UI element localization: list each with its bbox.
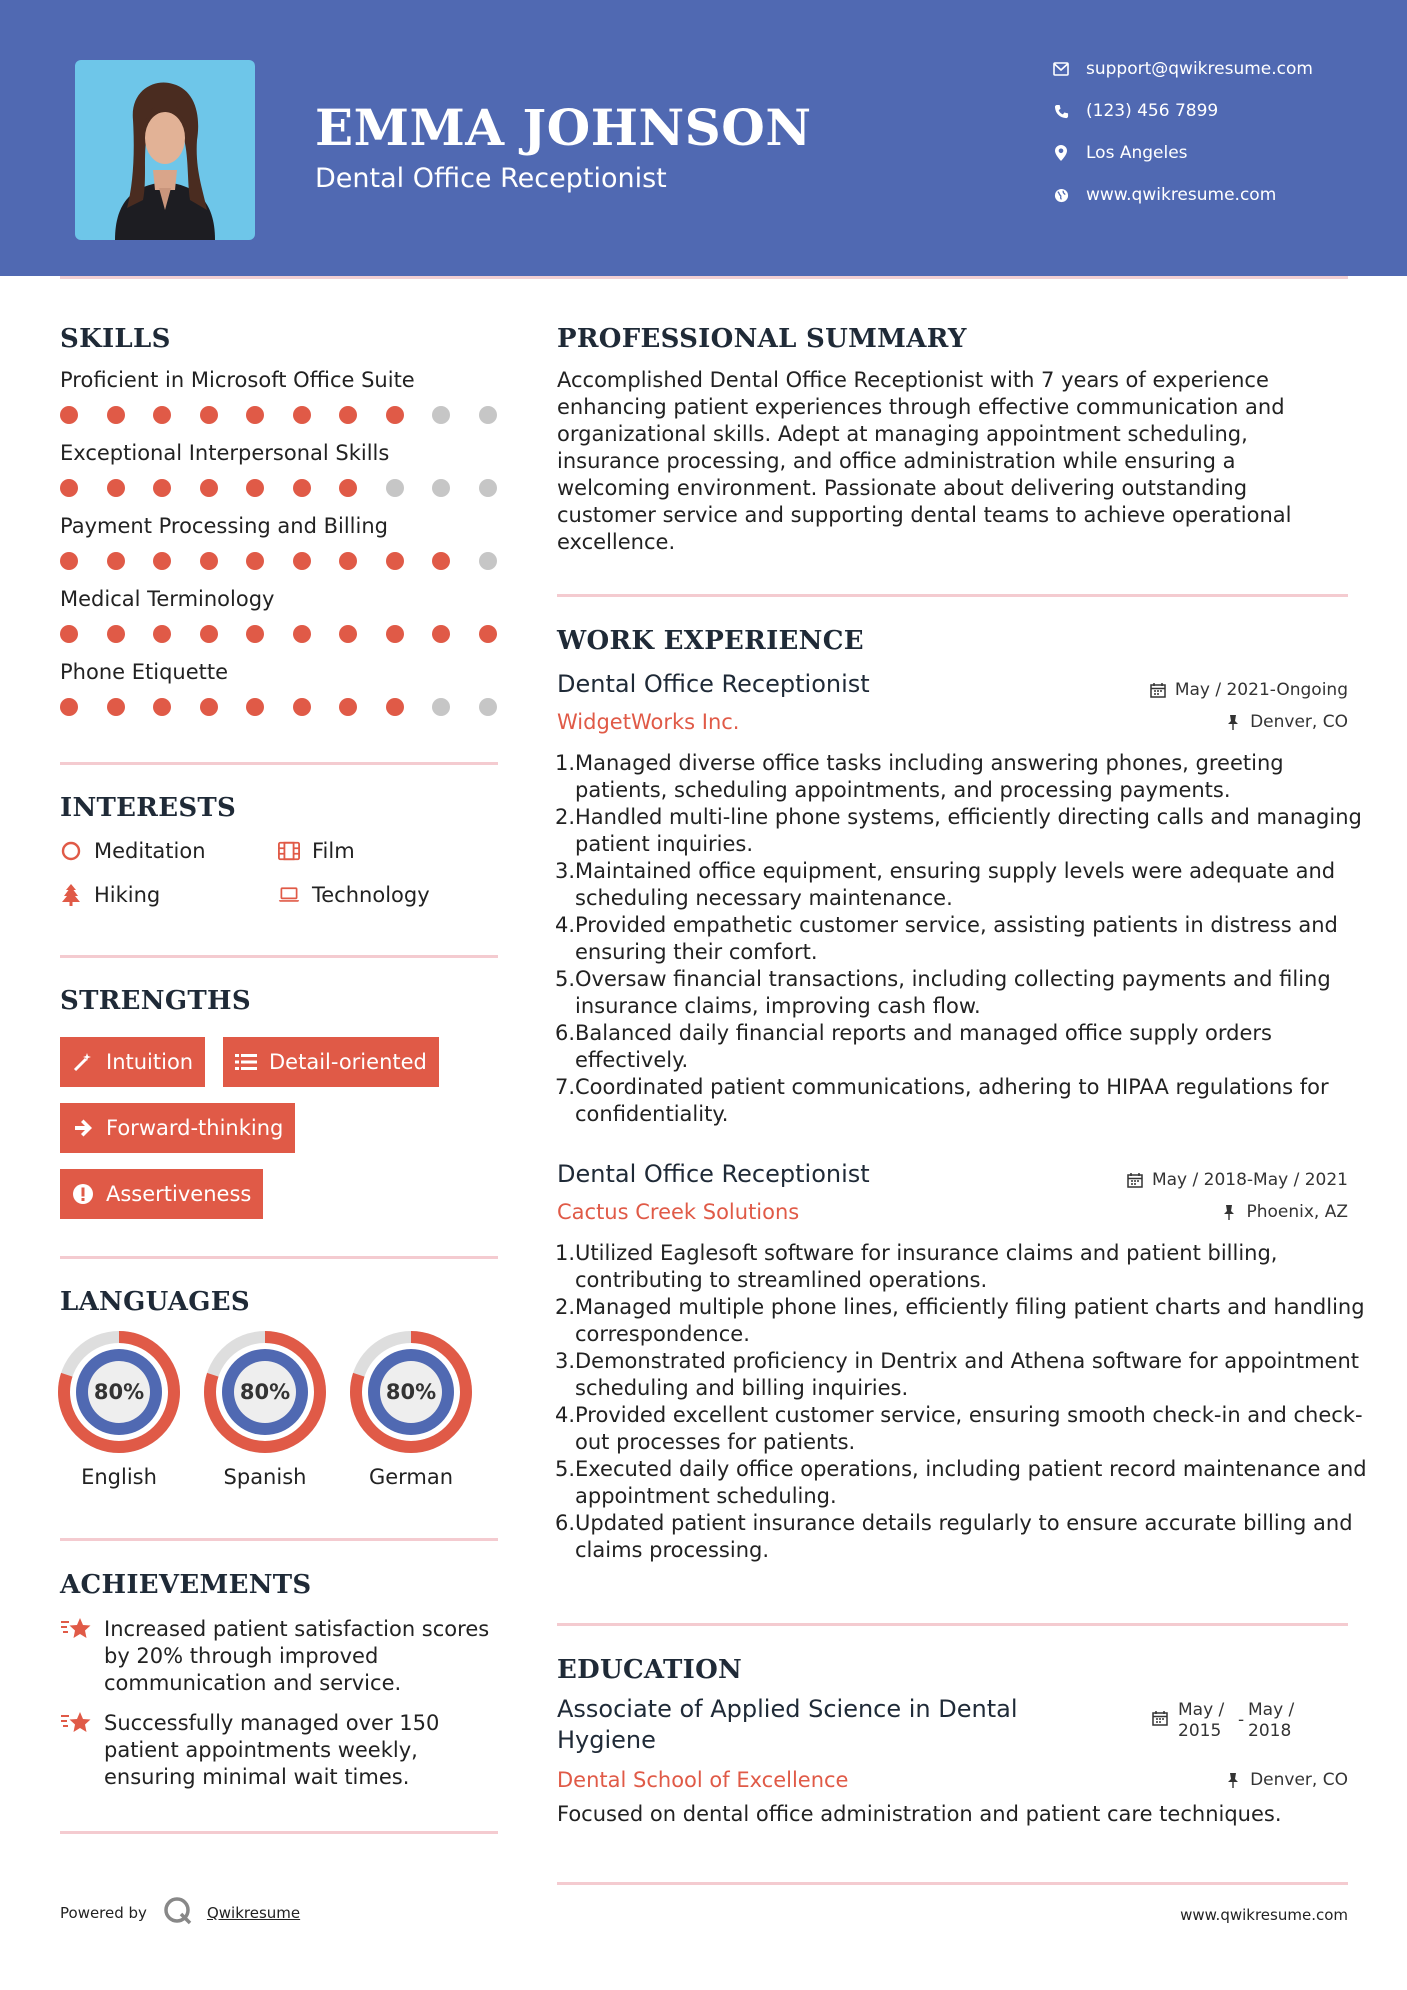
rating-dot-filled: [200, 406, 218, 424]
skill-name: Payment Processing and Billing: [60, 514, 388, 538]
skill-name: Exceptional Interpersonal Skills: [60, 441, 390, 465]
exclamation-icon: [72, 1183, 94, 1205]
bullet-item: [555, 1020, 1375, 1074]
list-icon: [235, 1051, 257, 1073]
qwikresume-logo-icon: [163, 1896, 193, 1930]
interest-technology: Technology: [278, 883, 430, 907]
rating-dot-filled: [200, 479, 218, 497]
job-title: Dental Office Receptionist: [557, 1160, 870, 1188]
rating-dot-empty: [479, 698, 497, 716]
bullet-text: Executed daily office operations, including patient record maintenance and appointment scheduling.: [575, 1457, 1367, 1508]
bullet-number: 2.: [555, 1295, 576, 1319]
rating-dot-filled: [60, 698, 78, 716]
rating-dot-empty: [479, 552, 497, 570]
rating-dot-filled: [479, 625, 497, 643]
location-text: Los Angeles: [1086, 143, 1188, 163]
email-text: support@qwikresume.com: [1086, 59, 1313, 79]
job-location: Phoenix, AZ: [1220, 1202, 1348, 1222]
rating-dot-filled: [293, 552, 311, 570]
language-ring: [350, 1331, 472, 1453]
tree-icon: [60, 884, 82, 906]
education-dates: [1152, 1700, 1308, 1742]
bullet-number: 3.: [555, 859, 576, 883]
language-name: German: [368, 1465, 454, 1489]
bullet-number: 4.: [555, 913, 576, 937]
calendar-icon: [1152, 1710, 1170, 1731]
job-title: Dental Office Receptionist: [557, 670, 870, 698]
divider: [557, 1623, 1348, 1626]
pushpin-icon: [1224, 1771, 1242, 1789]
rating-dot-filled: [293, 698, 311, 716]
rating-dot-filled: [107, 698, 125, 716]
bullet-text: Managed diverse office tasks including answering phones, greeting patients, scheduling appointments, and processing payments.: [575, 751, 1284, 802]
language-percent: 80%: [93, 1380, 145, 1404]
bullet-item: [555, 1456, 1375, 1510]
education-description: Focused on dental office administration and patient care techniques.: [557, 1802, 1282, 1826]
calendar-icon: [1149, 681, 1167, 699]
laptop-icon: [278, 884, 300, 906]
bullet-number: 3.: [555, 1349, 576, 1373]
rating-dot-filled: [386, 552, 404, 570]
job-bullets: [557, 750, 1375, 1128]
bullet-number: 1.: [555, 1241, 576, 1265]
contact-email[interactable]: [1050, 58, 1380, 80]
bullet-item: [555, 1240, 1375, 1294]
bullet-number: 2.: [555, 805, 576, 829]
rating-dot-filled: [246, 552, 264, 570]
rating-dot-empty: [479, 479, 497, 497]
rating-dot-filled: [432, 625, 450, 643]
rating-dot-filled: [107, 625, 125, 643]
rating-dot-empty: [386, 479, 404, 497]
globe-icon: [1050, 184, 1072, 206]
header-divider: [60, 276, 1348, 279]
candidate-name: EMMA JOHNSON: [315, 98, 812, 157]
star-burst-icon: [60, 1710, 94, 1791]
pushpin-icon: [1220, 1203, 1238, 1221]
strength-forward-thinking: Forward-thinking: [60, 1103, 295, 1153]
bullet-number: 6.: [555, 1511, 576, 1535]
education-location: Denver, CO: [1224, 1770, 1348, 1790]
rating-dot-filled: [60, 479, 78, 497]
bullet-text: Utilized Eaglesoft software for insurance claims and patient billing, contributing to streamlined operations.: [575, 1241, 1278, 1292]
rating-dot-filled: [293, 479, 311, 497]
language-percent: 80%: [385, 1380, 437, 1404]
skill-rating: [60, 552, 525, 570]
bullet-text: Coordinated patient communications, adhering to HIPAA regulations for confidentiality.: [575, 1075, 1329, 1126]
skill-rating: [60, 479, 525, 497]
rating-dot-filled: [339, 625, 357, 643]
rating-dot-filled: [107, 406, 125, 424]
header: [0, 0, 1407, 276]
summary-text: Accomplished Dental Office Receptionist with 7 years of experience enhancing patient experiences through effective communication and organizational skills. Adept at managing appointment scheduling, insurance processing, and office administration while ensuring a welcoming environment. Passionate about delivering outstanding customer service and supporting dental teams to achieve operational excellence.: [557, 368, 1292, 554]
job-bullets: [557, 1240, 1375, 1564]
language-ring: [58, 1331, 180, 1453]
rating-dot-filled: [153, 406, 171, 424]
film-icon: [278, 840, 300, 862]
rating-dot-filled: [107, 479, 125, 497]
bullet-text: Balanced daily financial reports and managed office supply orders effectively.: [575, 1021, 1272, 1072]
website-text: www.qwikresume.com: [1086, 185, 1277, 205]
qwikresume-link[interactable]: Qwikresume: [206, 1904, 301, 1922]
rating-dot-empty: [432, 406, 450, 424]
bullet-text: Oversaw financial transactions, including collecting payments and filing insurance claims, improving cash flow.: [575, 967, 1331, 1018]
skill-rating: [60, 406, 525, 424]
date-separator: -: [1238, 1710, 1245, 1730]
rating-dot-filled: [386, 625, 404, 643]
job-date: May / 2018-May / 2021: [1126, 1170, 1348, 1190]
skill-name: Proficient in Microsoft Office Suite: [60, 368, 415, 392]
education-heading: EDUCATION: [557, 1655, 743, 1685]
rating-dot-filled: [293, 406, 311, 424]
magic-wand-icon: [72, 1051, 94, 1073]
language-item: [350, 1331, 472, 1489]
rating-dot-filled: [339, 552, 357, 570]
phone-text: (123) 456 7899: [1086, 101, 1219, 121]
skill-name: Phone Etiquette: [60, 660, 229, 684]
company-name: WidgetWorks Inc.: [557, 710, 740, 734]
skill-rating: [60, 698, 525, 716]
footer-website[interactable]: www.qwikresume.com: [1180, 1906, 1348, 1924]
divider: [60, 955, 498, 958]
interest-hiking: Hiking: [60, 883, 160, 907]
candidate-title: Dental Office Receptionist: [315, 163, 667, 194]
strength-detail-oriented: Detail-oriented: [223, 1037, 439, 1087]
degree-title: Associate of Applied Science in Dental Hygiene: [557, 1695, 1018, 1754]
company-name: Cactus Creek Solutions: [557, 1200, 800, 1224]
bullet-item: [555, 1510, 1375, 1564]
rating-dot-empty: [479, 406, 497, 424]
language-item: [58, 1331, 180, 1489]
job-date: May / 2021-Ongoing: [1149, 680, 1348, 700]
bullet-item: [555, 750, 1375, 804]
rating-dot-filled: [153, 552, 171, 570]
contact-location: [1050, 142, 1380, 164]
bullet-text: Maintained office equipment, ensuring supply levels were adequate and scheduling necessary maintenance.: [575, 859, 1336, 910]
achievement-item: Successfully managed over 150 patient appointments weekly, ensuring minimal wait times.: [60, 1710, 500, 1791]
footer-powered-by: Powered by Qwikresume: [60, 1896, 300, 1930]
map-pin-icon: [1050, 142, 1072, 164]
skill-name: Medical Terminology: [60, 587, 275, 611]
bullet-text: Handled multi-line phone systems, efficiently directing calls and managing patient inquiries.: [575, 805, 1362, 856]
rating-dot-filled: [153, 698, 171, 716]
strengths-heading: STRENGTHS: [60, 986, 251, 1016]
bullet-item: [555, 912, 1375, 966]
rating-dot-filled: [200, 625, 218, 643]
arrow-right-icon: [72, 1117, 94, 1139]
divider: [60, 1256, 498, 1259]
bullet-item: [555, 1074, 1375, 1128]
rating-dot-filled: [60, 552, 78, 570]
language-item: [204, 1331, 326, 1489]
divider: [557, 1882, 1348, 1885]
bullet-item: [555, 1402, 1375, 1456]
rating-dot-filled: [246, 698, 264, 716]
rating-dot-filled: [60, 625, 78, 643]
pushpin-icon: [1224, 713, 1242, 731]
rating-dot-filled: [339, 406, 357, 424]
contact-website[interactable]: [1050, 184, 1380, 206]
education-end-date: May / 2018: [1248, 1700, 1295, 1741]
strength-intuition: Intuition: [60, 1037, 205, 1087]
divider: [60, 1538, 498, 1541]
skill-rating: [60, 625, 525, 643]
rating-dot-filled: [153, 479, 171, 497]
rating-dot-filled: [386, 406, 404, 424]
language-name: Spanish: [223, 1465, 307, 1489]
rating-dot-filled: [386, 698, 404, 716]
phone-icon: [1050, 100, 1072, 122]
bullet-item: [555, 1294, 1375, 1348]
rating-dot-filled: [432, 552, 450, 570]
interests-heading: INTERESTS: [60, 793, 237, 823]
rating-dot-filled: [246, 479, 264, 497]
rating-dot-filled: [339, 479, 357, 497]
rating-dot-filled: [107, 552, 125, 570]
achievement-item: Increased patient satisfaction scores by 20% through improved communication and service.: [60, 1616, 500, 1697]
job-location: Denver, CO: [1224, 712, 1348, 732]
bullet-item: [555, 858, 1375, 912]
divider: [60, 1831, 498, 1834]
rating-dot-filled: [200, 698, 218, 716]
rating-dot-filled: [339, 698, 357, 716]
divider: [60, 762, 498, 765]
bullet-item: [555, 1348, 1375, 1402]
bullet-text: Provided empathetic customer service, assisting patients in distress and ensuring their comfort.: [575, 913, 1338, 964]
achievements-heading: ACHIEVEMENTS: [60, 1570, 312, 1600]
rating-dot-empty: [432, 479, 450, 497]
contact-phone[interactable]: [1050, 100, 1380, 122]
bullet-number: 5.: [555, 1457, 576, 1481]
school-name: Dental School of Excellence: [557, 1768, 849, 1792]
profile-photo: [75, 60, 255, 240]
language-name: English: [81, 1465, 157, 1489]
bullet-text: Demonstrated proficiency in Dentrix and Athena software for appointment scheduling and billing inquiries.: [575, 1349, 1359, 1400]
strength-assertiveness: Assertiveness: [60, 1169, 263, 1219]
education-start-date: May / 2015: [1178, 1700, 1225, 1741]
bullet-number: 4.: [555, 1403, 576, 1427]
rating-dot-filled: [246, 625, 264, 643]
bullet-number: 7.: [555, 1075, 576, 1099]
skills-heading: SKILLS: [60, 324, 171, 354]
rating-dot-empty: [432, 698, 450, 716]
circle-icon: [60, 840, 82, 862]
rating-dot-filled: [200, 552, 218, 570]
rating-dot-filled: [293, 625, 311, 643]
bullet-text: Managed multiple phone lines, efficiently filing patient charts and handling correspondence.: [575, 1295, 1365, 1346]
summary-heading: PROFESSIONAL SUMMARY: [557, 324, 967, 354]
rating-dot-filled: [60, 406, 78, 424]
bullet-item: [555, 804, 1375, 858]
rating-dot-filled: [153, 625, 171, 643]
divider: [557, 594, 1348, 597]
rating-dot-filled: [246, 406, 264, 424]
experience-heading: WORK EXPERIENCE: [557, 626, 864, 656]
language-percent: 80%: [239, 1380, 291, 1404]
language-ring: [204, 1331, 326, 1453]
bullet-number: 6.: [555, 1021, 576, 1045]
bullet-number: 1.: [555, 751, 576, 775]
star-burst-icon: [60, 1616, 94, 1697]
envelope-icon: [1050, 58, 1072, 80]
bullet-number: 5.: [555, 967, 576, 991]
bullet-item: [555, 966, 1375, 1020]
interest-meditation: Meditation: [60, 839, 206, 863]
calendar-icon: [1126, 1171, 1144, 1189]
bullet-text: Updated patient insurance details regularly to ensure accurate billing and claims processing.: [575, 1511, 1353, 1562]
languages-heading: LANGUAGES: [60, 1287, 250, 1317]
bullet-text: Provided excellent customer service, ensuring smooth check-in and check-out processes for patients.: [575, 1403, 1363, 1454]
interest-film: Film: [278, 839, 355, 863]
